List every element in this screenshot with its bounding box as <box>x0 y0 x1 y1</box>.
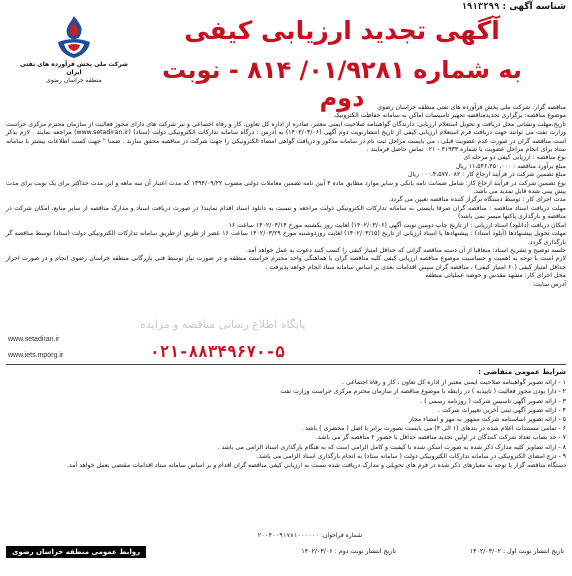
body-importance: لازم است با توجه به اهمیت و حساسیت موضوع مناقصه ارزیابی کیفی کلیه مناقصه گران با هماهنگی واحد محترم حراست منطقه و در صورت نیاز توسط فنی بازرگانی منطقه خراسان رضوی انجام و در صورت احراز حداقل امتیاز کیفی (۶۰ امتیاز کیفی) ، مناقصه گران سپس اقدامات بعدی بر اساس سامانه ستاد انجام خواهد پذیرفت . <box>6 255 566 271</box>
watermark-text: پایگاه اطلاع رسانی مناقصه و مزایده <box>140 318 306 331</box>
conditions-section <box>6 368 566 470</box>
condition-item: ۲ - دارا بودن مجوز فعالیت ( تاییدیه ) در رابطه با موضوع مناقصه از سازمان محترم مرکزی حراست وزارت نفت <box>280 388 566 396</box>
ad-id-value: ۱۹۱۳۲۹۹ <box>461 2 500 12</box>
body-guarantee-type: نوع تضمین شرکت در فرآیند ارجاع کار: شامل ضمانت نامه بانکی و سایر موارد مطابق ماده ۴ آیین نامه تضمین معاملات دولتی مصوب ۱۳۹۴/۰۹/۲۲ که مدت اعتبار آن سه ماهه و این مدت حداکثر برای یک نوبت برای مدت پیش بینی شده قابل تمدید می باشد. <box>6 179 566 196</box>
call-number-label: شماره فراخوان: <box>320 532 362 539</box>
footer <box>6 546 566 562</box>
ad-id <box>461 2 566 12</box>
body-tender-type: نوع مناقصه : ارزیابی کیفی دو مرحله ای <box>463 154 566 162</box>
company-logo <box>20 14 128 85</box>
body-download-period: امکان دریافت (دانلود) اسناد ارزیابی : از تاریخ چاپ دومین نوبت آگهی (۱۴۰۲/۰۳/۰۶) لغایت روز یکشنبه مورخ ۱۴۰۲/۰۳/۱۴ ساعت ۱۶ <box>228 221 566 229</box>
body-upload-deadline: مهلت تحویل پیشنهادها (آپلود اسناد) : پیشنهادها با اسناد ارزیابی از تاریخ (۱۴۰۲/۰۳/۱۵) لغایت روزدوشنبه مورخ ۱۴۰۲/۰۳/۲۹ ساعت ۱۶ عصر از طریق از طریق سامانه تدارکات الکترونیکی دولت (ستاد) توسط مناقصه گر بارگذاری گردد. <box>6 230 566 246</box>
condition-item: ۱ - ارائه تصویر گواهینامه صلاحیت ایمنی معتبر از اداره کل تعاون ، کار و رفاه اجتماعی . <box>342 379 566 387</box>
website-link-iets[interactable]: www.iets.mporg.ir <box>8 352 64 359</box>
condition-item: ۶ - تمامی مستندات اعلام شده در بندهای (۱ الی ۴) می بایست بصورت برابر با اصل ( محضری ) باشد . <box>301 425 566 433</box>
website-link-setad[interactable]: www.setadiran.ir <box>8 336 60 343</box>
call-number <box>258 532 362 539</box>
body-estimate: مبلغ برآورد مناقصه : ۱۱،۵۴۶،۴۵۰،۰۰۰ ریال <box>455 162 566 170</box>
condition-item: ۹ - درج امضای الکترونیکی در سامانه تدارکات الکترونیکی دولت ( سامانه ستاد) به انجام بارگذاری اسناد الزامی می باشد. <box>256 452 566 460</box>
conditions-heading: شرایط عمومی متقاضی : <box>478 368 566 376</box>
body-docs-deadline: مهلت دریافت اسناد مناقصه : مناقصه گران صرفا بایستی به سامانه تدارکات الکترونیکی دولت مراجعه و نسبت به دانلود اسناد اقدام نمایند( در صورت دریافت اسناد و مدارک مناقصه از سایر منابع، امکان شرکت در مناقصه و بارگذاری پاکتها میسر نمی باشد) <box>6 204 566 221</box>
first-publish-date: تاریخ انتشار نوبت اول : ۱۴۰۲/۰۳/۰۲ <box>469 548 564 555</box>
phone-number: ۰۲۱-۸۸۳۴۹۶۷۰-۵ <box>150 342 285 361</box>
body-duration: مدت اجرای کار : توسط دستگاه برگزار کننده مناقصه تعیین می گردد. <box>388 196 566 204</box>
condition-item: ۳ - ارائه تصویر آگهی تاسیس شرکت ( روزنامه رسمی ) . <box>420 397 566 405</box>
body-meeting: جلسه توضیح و تشریح اسناد: متعاقبا از آن دسته مناقصه گرانی که حداقل امتیاز کیفی را کسب کنند دعوت به عمل خواهد آمد. <box>246 246 566 254</box>
public-relations-label: روابط عمومی منطقه خراسان رضوی <box>6 546 146 558</box>
section-divider <box>6 364 566 365</box>
second-publish-date: تاریخ انتشار نوبت دوم : ۱۴۰۲/۰۳/۰۶ <box>301 548 396 555</box>
flame-logo-icon <box>44 14 104 60</box>
body-receipt-info: تاریخ،مهلت ونشانی محل دریافت و تحویل استعلام ارزیابی: دارندگان گواهینامه صلاحیت ایمنی معتبر، صادره از اداره کل تعاون، کار و رفاه اجتماعی و نیز شرکت های دارای مجوز فعالیت از سازمان محترم مرکزی حراست وزارت نفت می توانند جهت دریافت فرم استعلام ارزیابی کیفی از تاریخ انتشارنوبت دوم آگهی (۱۴۰۲/۰۳/۰۶) به آدرس : درگاه سامانه تدارکات الکترونیکی دولت (ستاد) (www.setadiran.ir) مراجعه نمایند . لازم بذکر است مناقصه گران در صورت عدم عضویت قبلی ، می بایست مراحل ثبت نام در سامانه مذکور و دریافت گواهی امضاء الکترونیکی را جهت شرکت در مناقصه محقق سازند . ضمنا " جهت کسب اطلاعات بیشتر با سامانه ستاد برای انجام مراحل عضویت با شماره ۴۱۹۳۴ - ۰۲۱ تماس حاصل فرمایند . <box>6 120 566 154</box>
body-site-label: آدرس سایت: <box>532 280 566 288</box>
condition-item: ۵ - ارائه تصویر اساسنامه شرکت ممهور به مهر و امضاء مجاز <box>409 416 566 424</box>
call-number-value: ۲۰۰۴۰۰۹۱۷۸۱۰۰۰۰۰۰ <box>257 532 320 539</box>
body-tenderer: مناقصه گزار: شرکت ملی پخش فرآورده های نفتی منطقه خراسان رضوی <box>377 104 566 111</box>
condition-item: دستگاه مناقصه گزار با توجه به معیارهای ذکر شده در فرم های تحویلی و مدارک دریافت شده نسبت به ارزیابی کیفی مناقصه گران اقدام و بر اساس سامانه ستاد اقدامات مقتضی بعمل خواهد آمد. <box>67 462 566 470</box>
body-subject: موضوع مناقصه: برگزاری تجدیدمناقصه تجهیز تاسیسات اماکن به سامانه حفاظت الکترونیک <box>334 112 566 120</box>
ad-subtitle-number: به شماره ۰۱/۹۲۸۱/ ۸۱۴ - نوبت دوم <box>162 56 522 112</box>
ad-body <box>6 104 566 289</box>
body-guarantee-amount: مبلغ تضمین شرکت در فرآیند ارجاع کار : ۰۰۰،۴،۵۷۷،۰۸۲ ریال <box>407 171 566 179</box>
ad-title: آگهی تجدید ارزیابی کیفی <box>184 16 500 45</box>
condition-item: ۷ - حد نصاب تعداد شرکت کنندگان در اولین تجدید مناقصه حداقل با حضور ۲ مناقصه گر می باشد. <box>315 434 566 442</box>
condition-item: ۴ - ارائه تصویر آگهی ثبتی آخرین تغییرات شرکت . <box>438 406 566 414</box>
condition-item: ۸ - ارائه تصاویر کلیه مدارک ذکر شده به صورت اسکن شده با کیفیت و کامل الزامی است که به هنگام بارگذاری اسناد الزامی می باشد . <box>217 443 566 451</box>
ad-id-label: شناسه آگهی : <box>502 2 566 12</box>
logo-region-name: منطقه خراسان رضوی <box>46 77 102 84</box>
logo-org-name: شرکت ملی پخش فرآورده های نفتی ایران <box>20 61 128 76</box>
body-location: محل اجرای کار: مشهد مقدس و حوضه عملیاتی منطقه <box>425 272 566 280</box>
